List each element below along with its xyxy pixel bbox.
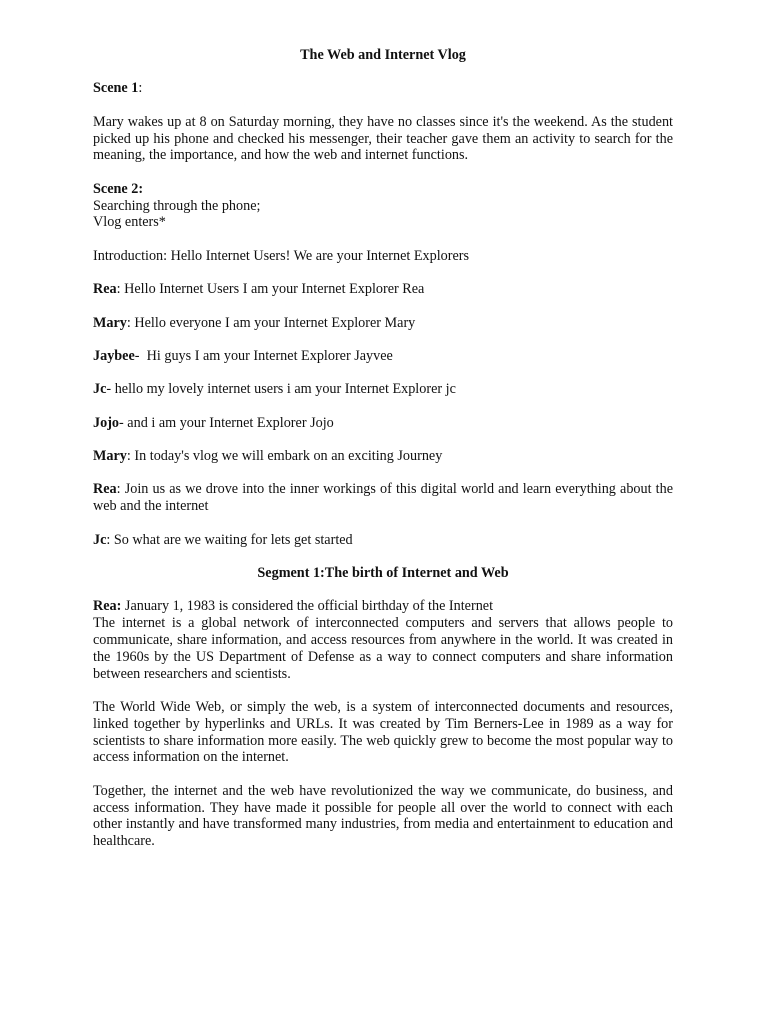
speaker-separator: : [126,448,135,465]
document-page [93,47,673,867]
dialogue-text: Hi guys I am your Internet Explorer Jayvee [146,347,393,364]
scene1-suffix: : [138,80,143,97]
speaker-separator: : [116,481,125,498]
scene1-heading [93,80,673,97]
speaker-name: Rea [93,281,117,298]
speaker-name: Jojo [93,414,120,431]
document-title: The Web and Internet Vlog [300,47,466,63]
scene2-label: Scene 2: [93,180,144,197]
dialogue-line [93,281,673,298]
introduction-line: Introduction: Hello Internet Users! We are your Internet Explorers [93,247,470,264]
segment1-paragraph-3: Together, the internet and the web have revolutionized the way we communicate, do business, and access information. They have made it possible for people all over the world to connect with each other instantly and have transformed many industries, from media and entertainment to education and healthcare. [93,782,673,850]
speaker-separator: - [134,347,147,364]
speaker-separator: : [106,531,114,548]
speaker-name: Rea [93,481,117,498]
dialogue-line [93,415,673,432]
segment1-first-line: January 1, 1983 is considered the official birthday of the Internet [121,598,494,615]
dialogue-text: Join us as we drove into the inner workings of this digital world and learn everything about the web and the internet [93,481,673,515]
dialogue-text: and i am your Internet Explorer Jojo [127,414,334,431]
scene2-line-1: Searching through the phone; [93,197,261,214]
dialogue-text: Hello Internet Users I am your Internet Explorer Rea [124,281,425,298]
speaker-name: Jc [93,381,107,398]
speaker-name: Jc [93,531,107,548]
speaker-separator: - [106,381,115,398]
speaker-separator: : [116,281,125,298]
dialogue-text: So what are we waiting for lets get started [113,531,353,548]
dialogue-line [93,381,673,398]
segment1-speaker: Rea: [93,598,122,615]
dialogue-text: hello my lovely internet users i am your Internet Explorer jc [114,381,456,398]
speaker-separator: : [126,314,135,331]
scene2-line-2: Vlog enters* [93,214,166,231]
speaker-name: Mary [93,448,127,465]
speaker-name: Jaybee [93,347,135,364]
dialogue-line [93,448,673,465]
dialogue-text: Hello everyone I am your Internet Explorer Mary [134,314,416,331]
dialogue-text: In today's vlog we will embark on an exciting Journey [134,448,443,465]
segment1-paragraph-1: The internet is a global network of interconnected computers and servers that allows people to communicate, share information, and access resources from anywhere in the world. It was created in the 1960s by the US Department of Defense as a way to connect computers and share information between researchers and scientists. [93,615,673,682]
segment1-intro [93,598,673,682]
dialogue-line [93,315,673,332]
scene1-text: Mary wakes up at 8 on Saturday morning, they have no classes since it's the weekend. As the student picked up his phone and checked his messenger, their teacher gave them an activity to search for the meaning, the importance, and how the web and internet functions. [93,113,673,164]
segment1-title: Segment 1:The birth of Internet and Web [257,565,509,582]
dialogue-line [93,481,673,515]
speaker-name: Mary [93,314,127,331]
segment1-paragraph-2: The World Wide Web, or simply the web, is a system of interconnected documents and resources, linked together by hyperlinks and URLs. It was created by Tim Berners-Lee in 1989 as a way for scientists to share information more easily. The web quickly grew to become the most popular way to access information on the internet. [93,699,673,766]
speaker-separator: - [119,414,128,431]
scene1-label: Scene 1 [93,80,139,97]
dialogue-line [93,532,673,549]
scene2-block [93,181,673,231]
dialogue-line [93,348,673,365]
